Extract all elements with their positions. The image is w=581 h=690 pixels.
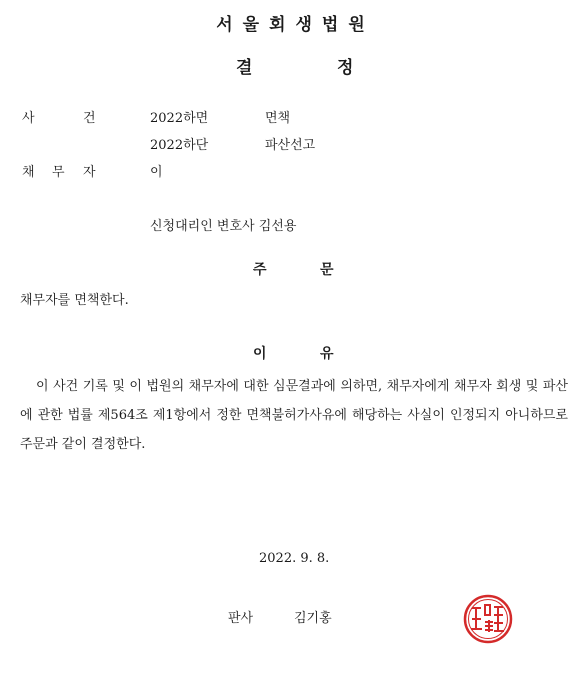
document-title-left: 결 — [236, 58, 253, 78]
decision-date: 2022. 9. 8. — [259, 551, 330, 566]
debtor-name: 이 — [150, 165, 163, 180]
judge-title: 판사 — [228, 611, 254, 626]
order-heading-right: 문 — [320, 262, 334, 278]
case-label-char-1: 사 — [22, 111, 35, 126]
court-name: 서울회생법원 — [216, 15, 375, 35]
judge-seal — [463, 594, 513, 644]
case-number-2: 2022하단 — [150, 138, 209, 153]
document-title-right: 정 — [337, 58, 354, 78]
case-label-char-2: 건 — [83, 111, 96, 126]
judge-name: 김기홍 — [294, 611, 332, 626]
reasons-text: 이 사건 기록 및 이 법원의 채무자에 대한 심문결과에 의하면, 채무자에게 채무자 회생 및 파산에 관한 법률 제564조 제1항에서 정한 면책불허가사유에 해당하는 사실이 인정되지 아니하므로 주문과 같이 결정한다. — [20, 379, 568, 452]
reasons-heading-left: 이 — [253, 346, 267, 362]
reasons-heading-right: 유 — [320, 346, 334, 362]
applicant-agent: 신청대리인 변호사 김선용 — [150, 219, 297, 234]
case-type-2: 파산선고 — [265, 138, 316, 153]
order-heading-left: 주 — [253, 262, 267, 278]
debtor-label-char-1: 채 — [22, 165, 35, 180]
case-number-1: 2022하면 — [150, 111, 209, 126]
debtor-label-char-3: 자 — [83, 165, 96, 180]
debtor-label-char-2: 무 — [52, 165, 65, 180]
order-text: 채무자를 면책한다. — [20, 293, 129, 308]
case-type-1: 면책 — [265, 111, 291, 126]
